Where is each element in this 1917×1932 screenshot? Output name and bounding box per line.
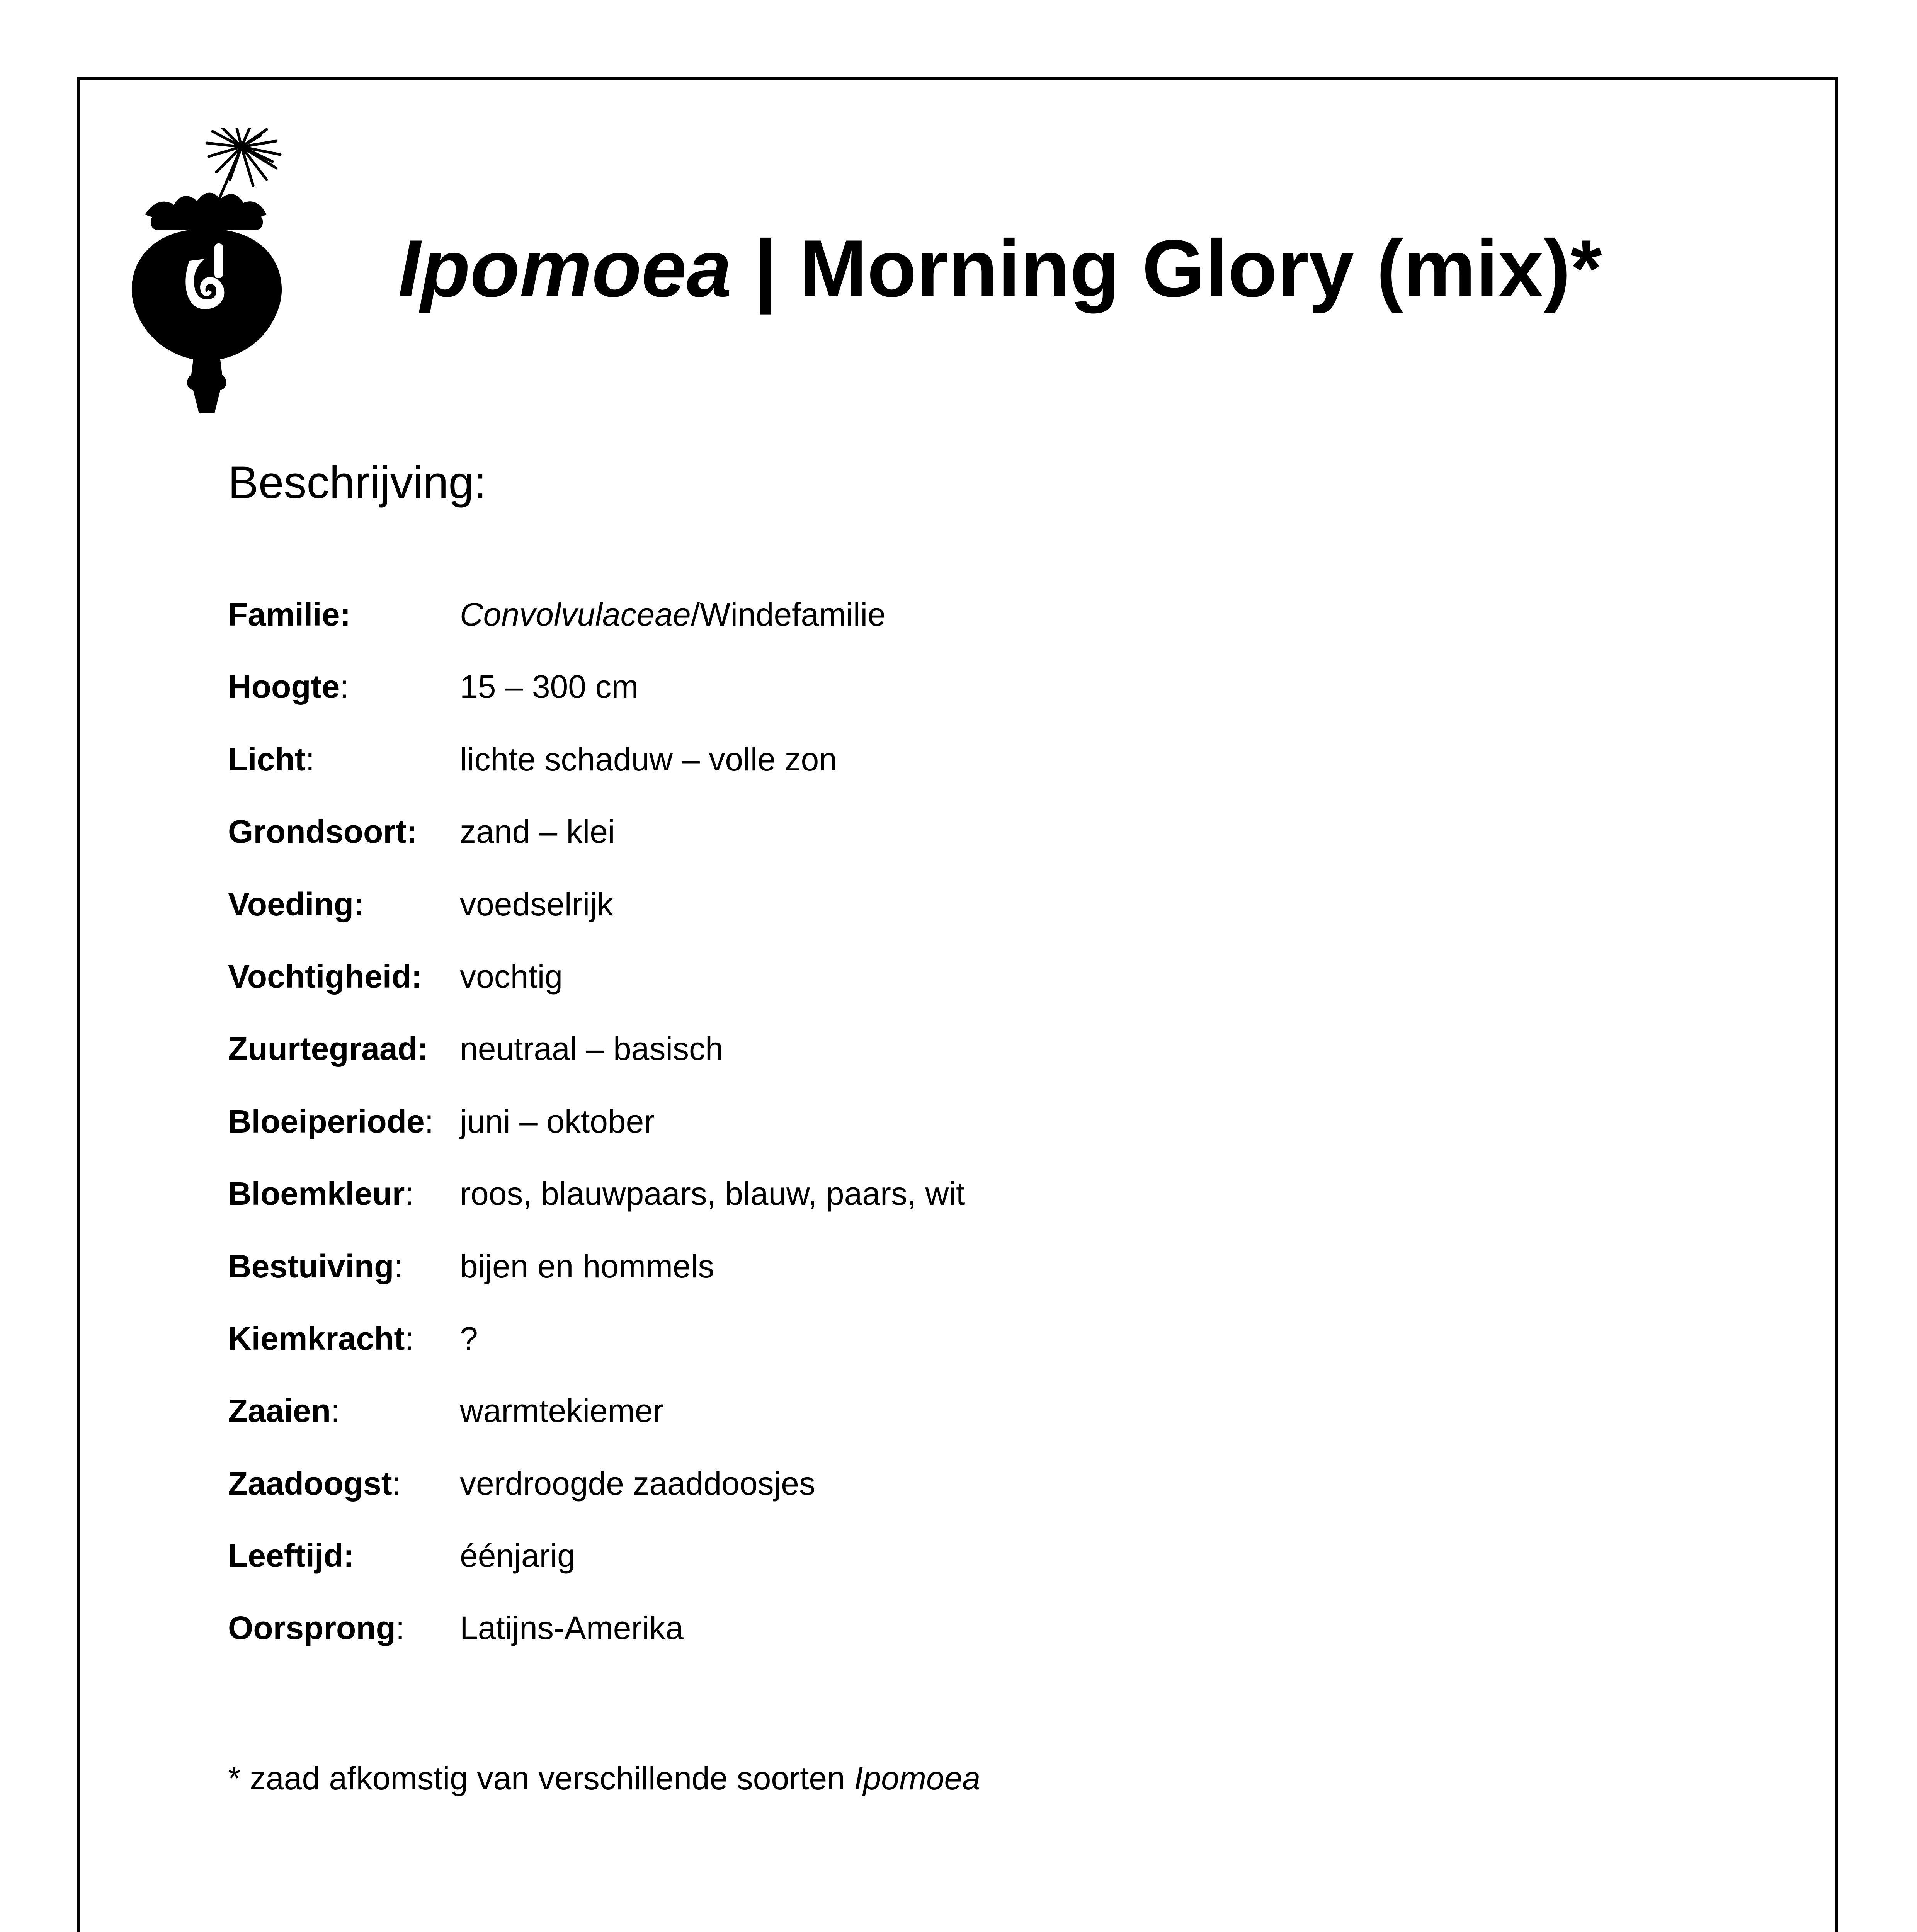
- property-value: [460, 1322, 478, 1355]
- property-label: Zuurtegraad:: [228, 1031, 429, 1067]
- property-label-suffix: :: [405, 1320, 414, 1357]
- property-row-hoogte: [228, 668, 639, 743]
- property-value-text: 15 – 300 cm: [460, 668, 639, 705]
- property-value: [460, 1250, 714, 1282]
- property-value: [460, 960, 563, 993]
- property-value-text: neutraal – basisch: [460, 1031, 723, 1067]
- property-value: [460, 743, 837, 776]
- property-label: Kiemkracht: [228, 1320, 405, 1357]
- property-value: [460, 1395, 663, 1427]
- footnote: [228, 1762, 980, 1794]
- property-label: Vochtigheid:: [228, 958, 422, 995]
- property-label-suffix: :: [394, 1248, 403, 1284]
- property-value-text: vochtig: [460, 958, 563, 995]
- property-value: [460, 888, 613, 920]
- property-row-zaadoogst: [228, 1465, 815, 1539]
- property-value-text: éénjarig: [460, 1537, 575, 1574]
- property-label: Familie:: [228, 596, 351, 633]
- property-value-text: ?: [460, 1320, 478, 1357]
- property-value: [460, 1177, 965, 1210]
- property-label: Oorsprong: [228, 1610, 396, 1646]
- property-value-text: zand – klei: [460, 813, 615, 850]
- property-row-familie: [228, 596, 886, 670]
- footnote-text: * zaad afkomstig van verschillende soorten: [228, 1760, 854, 1796]
- page-title: [398, 223, 1602, 314]
- property-value: [460, 670, 638, 703]
- property-row-vochtigheid: [228, 958, 563, 1032]
- property-value-text: warmtekiemer: [460, 1393, 664, 1429]
- property-value: [460, 1032, 723, 1065]
- property-label: Hoogte: [228, 668, 340, 705]
- property-value-text: bijen en hommels: [460, 1248, 714, 1284]
- property-value: [460, 1612, 684, 1644]
- property-row-oorsprong: [228, 1610, 684, 1684]
- title-common-name: | Morning Glory (mix)*: [731, 223, 1602, 314]
- property-label: Voeding:: [228, 886, 365, 922]
- section-heading-colon: :: [474, 457, 486, 508]
- property-value-text: Latijns-Amerika: [460, 1610, 684, 1646]
- footnote-genus: Ipomoea: [854, 1760, 981, 1796]
- property-value-text: verdroogde zaaddoosjes: [460, 1465, 815, 1502]
- property-row-zuurtegraad: [228, 1031, 723, 1105]
- property-value-text: /Windefamilie: [691, 596, 886, 633]
- dandelion-seed-icon: [207, 128, 280, 201]
- property-row-bestuiving: [228, 1248, 714, 1322]
- property-row-bloeiperiode: [228, 1103, 655, 1177]
- title-genus: Ipomoea: [398, 223, 732, 314]
- property-row-bloemkleur: [228, 1175, 965, 1250]
- property-row-leeftijd: [228, 1537, 575, 1612]
- property-row-kiemkracht: [228, 1320, 478, 1395]
- property-value-text: voedselrijk: [460, 886, 613, 922]
- section-heading-text: Beschrijving: [228, 457, 474, 508]
- property-label-suffix: :: [340, 668, 349, 705]
- property-label: Bestuiving: [228, 1248, 394, 1284]
- property-value-italic: Convolvulaceae: [460, 596, 691, 633]
- property-value-text: roos, blauwpaars, blauw, paars, wit: [460, 1175, 965, 1212]
- property-label: Zaaien: [228, 1393, 331, 1429]
- poppy-seed-pod-icon: [124, 128, 294, 413]
- property-value: [460, 1467, 815, 1500]
- property-row-voeding: [228, 886, 613, 960]
- property-value: [460, 1105, 655, 1138]
- property-label-suffix: :: [396, 1610, 405, 1646]
- property-row-grondsoort: [228, 813, 615, 888]
- property-label: Grondsoort:: [228, 813, 417, 850]
- section-heading: [228, 457, 486, 508]
- property-value: [460, 598, 886, 631]
- property-label-suffix: :: [405, 1175, 414, 1212]
- property-label: Bloeiperiode: [228, 1103, 425, 1139]
- property-value-text: lichte schaduw – volle zon: [460, 741, 837, 777]
- property-label-suffix: :: [392, 1465, 401, 1502]
- property-value-text: juni – oktober: [460, 1103, 655, 1139]
- property-list: [228, 596, 965, 1684]
- property-label-suffix: :: [305, 741, 315, 777]
- property-label: Leeftijd:: [228, 1537, 354, 1574]
- property-label-suffix: :: [331, 1393, 340, 1429]
- property-value: [460, 1539, 575, 1572]
- property-label-suffix: :: [424, 1103, 434, 1139]
- property-row-zaaien: [228, 1393, 664, 1467]
- property-label: Bloemkleur: [228, 1175, 405, 1212]
- property-row-licht: [228, 741, 837, 815]
- property-label: Licht: [228, 741, 306, 777]
- property-label: Zaadoogst: [228, 1465, 392, 1502]
- property-value: [460, 815, 615, 848]
